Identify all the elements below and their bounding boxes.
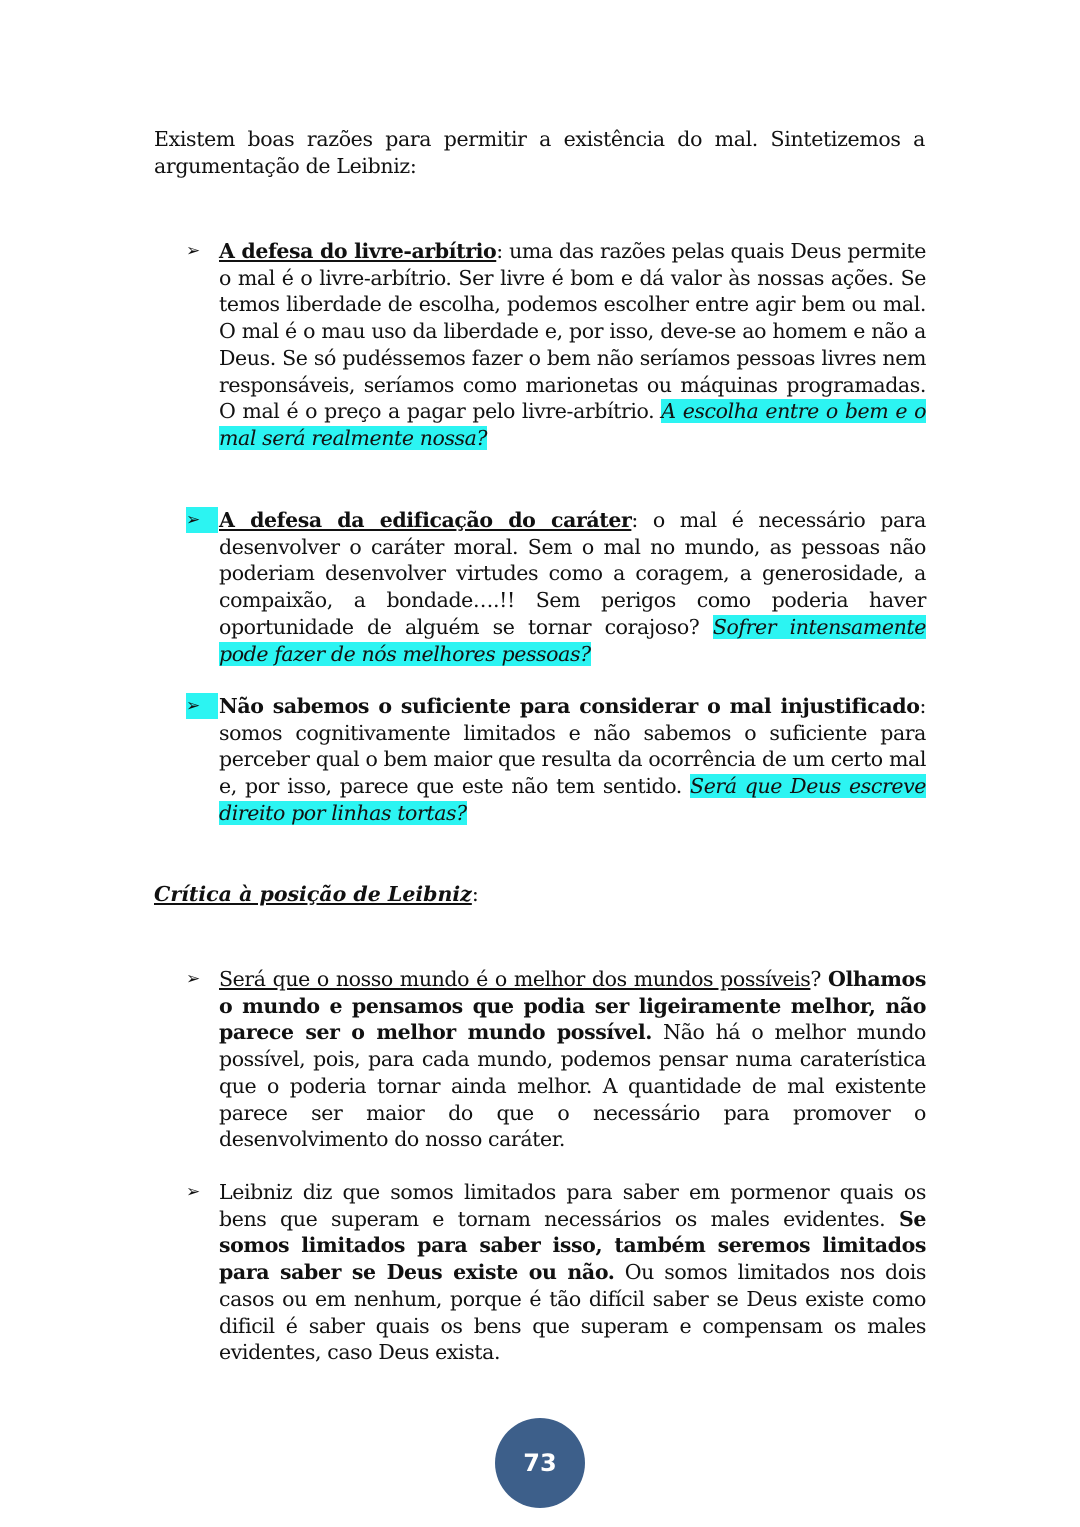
intro-paragraph: Existem boas razões para permitir a existência do mal. Sintetizemos a argumentação de Leibniz: (154, 127, 925, 178)
critique-limitation (186, 1179, 926, 1366)
argument-text (219, 693, 926, 827)
critique-rest: Não há o melhor mundo possível, pois, para cada mundo, podemos pensar numa caraterística que o poderia tornar ainda melhor. A quantidade de mal existente parece ser maior do que o necessário para promover o desenvolvimento do nosso caráter. (219, 1020, 926, 1152)
separator: : (631, 508, 638, 532)
argument-text (219, 238, 926, 452)
argument-character-building (186, 507, 926, 667)
critique-text (219, 1179, 926, 1366)
separator: : (471, 882, 479, 906)
arrow-bullet-icon: ➢ (186, 968, 201, 989)
argument-free-will (186, 238, 926, 452)
argument-title: Não sabemos o suficiente para considerar o mal injustificado (219, 694, 920, 718)
argument-text (219, 507, 926, 667)
separator: : (496, 239, 503, 263)
critique-rest: Ou somos limitados nos dois casos ou em nenhum, porque é tão difícil saber se Deus existe como dificil é saber quais os bens que superam e compensam os males evidentes, caso Deus exista. (219, 1260, 926, 1365)
argument-title: A defesa do livre-arbítrio (219, 239, 497, 263)
critique-bold: Olhamos o mundo e pensamos que podia ser ligeiramente melhor, não parece ser o melhor mundo possível. (219, 967, 926, 1045)
highlighted-question: Será que Deus escreve direito por linhas tortas? (219, 774, 926, 825)
highlighted-question: A escolha entre o bem e o mal será realmente nossa? (219, 399, 927, 450)
argument-title: A defesa da edificação do caráter (219, 508, 632, 532)
highlighted-question: Sofrer intensamente pode fazer de nós melhores pessoas? (219, 614, 926, 666)
critique-heading-text: Crítica à posição de Leibniz (154, 882, 472, 906)
argument-limited-knowledge (186, 693, 926, 827)
critique-text (219, 966, 926, 1153)
argument-body: o mal é necessário para desenvolver o caráter moral. Sem o mal no mundo, as pessoas não poderiam desenvolver virtudes como a coragem, a generosidade, a compaixão, a bondade….!! Sem perigos como poderia haver oportunidade de alguém se tornar corajoso? (219, 508, 926, 639)
arrow-bullet-icon: ➢ (186, 1181, 201, 1202)
critique-heading (154, 881, 479, 908)
separator: ? (810, 967, 829, 991)
critique-best-world (186, 966, 926, 1153)
page-number-badge: 73 (495, 1418, 585, 1508)
argument-body: somos cognitivamente limitados e não sabemos o suficiente para perceber qual o bem maior que resulta da ocorrência de um certo mal e, por isso, parece que este não tem sentido. (219, 720, 926, 799)
arrow-bullet-icon: ➢ (186, 507, 218, 533)
arrow-bullet-icon: ➢ (186, 693, 218, 719)
critique-bold: Se somos limitados para saber isso, também seremos limitados para saber se Deus existe ou não. (219, 1206, 926, 1285)
separator: : (919, 694, 926, 718)
arrow-bullet-icon: ➢ (186, 240, 201, 261)
critique-lead: Será que o nosso mundo é o melhor dos mundos possíveis (219, 967, 811, 991)
argument-body: uma das razões pelas quais Deus permite o mal é o livre-arbítrio. Ser livre é bom e dá valor às nossas ações. Se temos liberdade de escolha, podemos escolher entre agir bem ou mal. O mal é o mau uso da liberdade e, por isso, deve-se ao homem e não a Deus. Se só pudéssemos fazer o bem não seríamos pessoas livres nem responsáveis, seríamos como marionetas ou máquinas programadas. O mal é o preço a pagar pelo livre-arbítrio. (219, 239, 926, 424)
critique-lead: Leibniz diz que somos limitados para saber em pormenor quais os bens que superam e tornam necessários os males evidentes. (219, 1180, 926, 1231)
